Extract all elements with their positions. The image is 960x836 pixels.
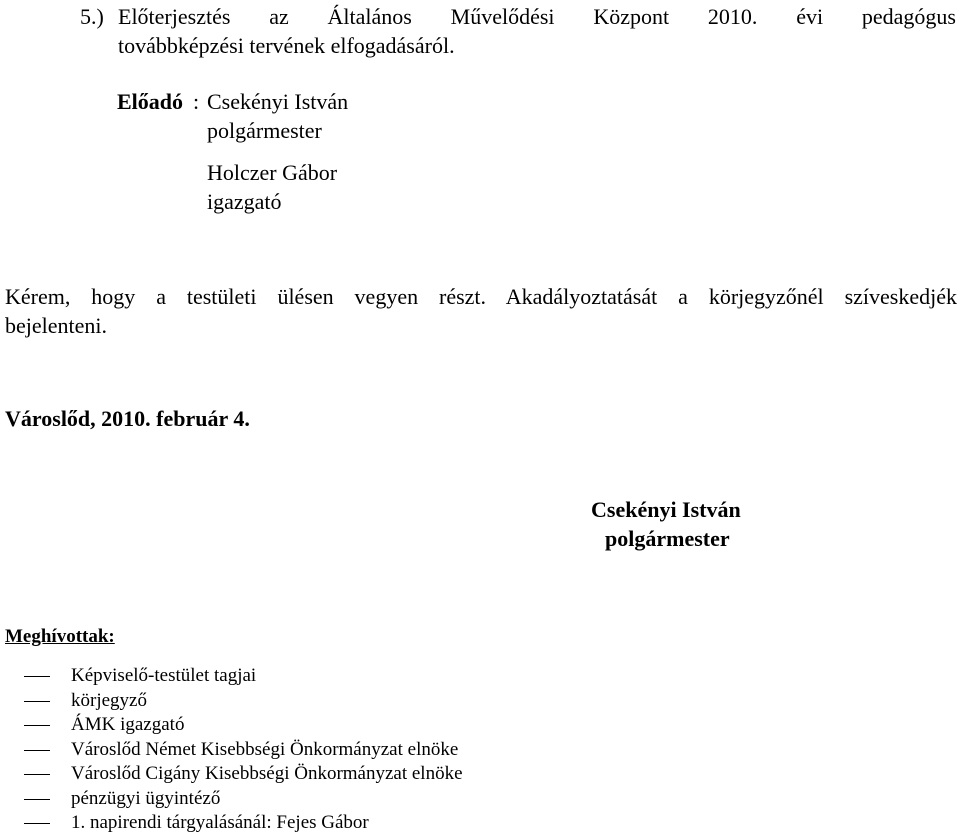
agenda-item-title-line-2: továbbképzési tervének elfogadásáról.	[118, 33, 455, 58]
presenter-role-1: polgármester	[207, 118, 322, 143]
invited-heading: Meghívottak:	[5, 626, 115, 647]
invited-name: Városlőd Cigány Kisebbségi Önkormányzat elnöke	[71, 763, 463, 784]
dash-bullet-icon	[24, 676, 50, 677]
place-and-date: Városlőd, 2010. február 4.	[5, 406, 250, 431]
dash-bullet-icon	[24, 799, 50, 800]
dash-bullet-icon	[24, 774, 50, 775]
presenter-name-1: Csekényi István	[207, 89, 349, 114]
agenda-item-number: 5.)	[80, 4, 104, 29]
signer-role: polgármester	[605, 526, 730, 551]
presenter-name-2: Holczer Gábor	[207, 160, 338, 185]
invited-name: 1. napirendi tárgyalásánál: Fejes Gábor	[71, 812, 369, 833]
attendance-request-line-1: Kérem, hogy a testületi ülésen vegyen részt. Akadályoztatását a körjegyzőnél szíveskedjék	[5, 284, 957, 309]
signer-name: Csekényi István	[591, 497, 741, 522]
dash-bullet-icon	[24, 701, 50, 702]
dash-bullet-icon	[24, 725, 50, 726]
dash-bullet-icon	[24, 750, 50, 751]
invited-name: körjegyző	[71, 689, 147, 711]
invited-name: Városlőd Német Kisebbségi Önkormányzat elnöke	[71, 738, 459, 760]
presenter-role-2: igazgató	[207, 189, 282, 214]
presenter-label: Előadó	[117, 89, 184, 114]
invited-name: pénzügyi ügyintéző	[71, 787, 221, 809]
invited-name: ÁMK igazgató	[71, 714, 185, 735]
invited-name: Képviselő-testület tagjai	[71, 665, 257, 686]
presenter-colon: :	[193, 89, 200, 114]
agenda-item-title-line-1: Előterjesztés az Általános Művelődési Központ 2010. évi pedagógus	[118, 4, 956, 29]
dash-bullet-icon	[24, 823, 50, 824]
attendance-request-line-2: bejelenteni.	[5, 313, 108, 338]
